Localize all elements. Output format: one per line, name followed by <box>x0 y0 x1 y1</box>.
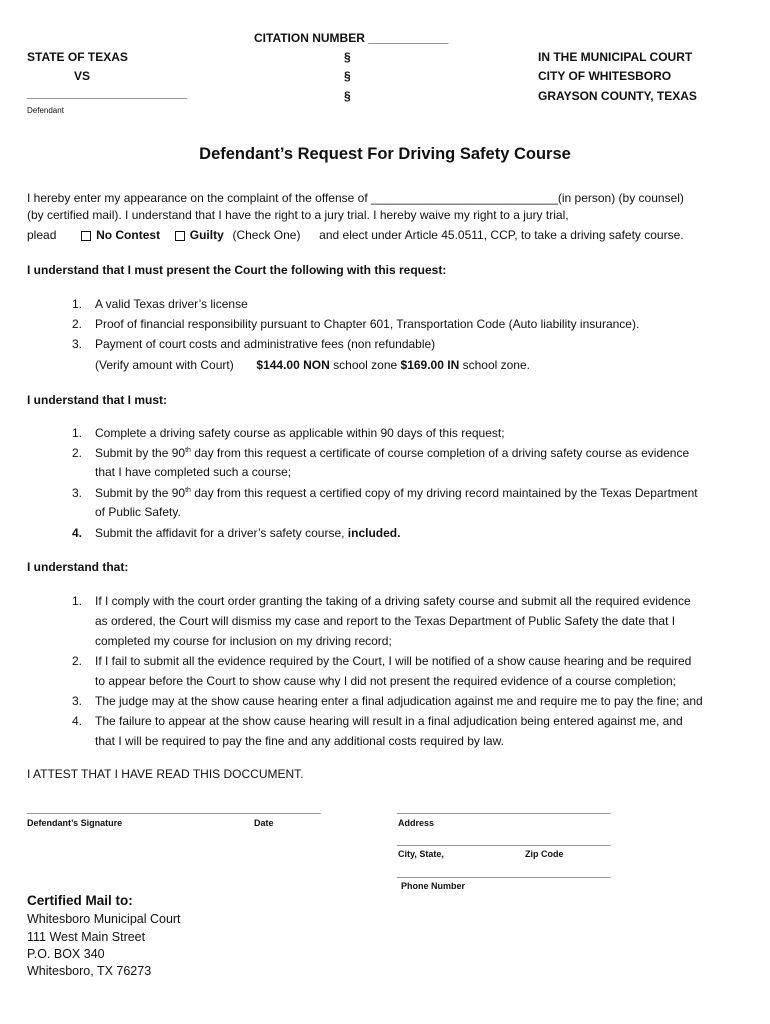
guilty-label: Guilty <box>189 228 224 242</box>
defendant-line: ________________________ <box>27 86 188 100</box>
included-text: included. <box>347 526 401 540</box>
list-item-text: Submit the affidavit for a driver’s safety course, <box>95 526 348 540</box>
list-item-continued: to appear before the Court to show cause why I did not present the required evidence of a course completion; <box>95 674 677 688</box>
list-item-text: Submit by the 90 <box>95 446 186 460</box>
check-one-label: (Check One) <box>232 228 301 242</box>
no-contest-checkbox[interactable] <box>81 231 91 241</box>
list-number: 3. <box>71 486 82 500</box>
address-line[interactable]: ________________________________ <box>397 801 611 815</box>
list-item <box>95 446 689 460</box>
list-item-continued: completed my course for inclusion on my driving record; <box>95 634 392 648</box>
court-county: GRAYSON COUNTY, TEXAS <box>538 89 697 103</box>
list-item: Proof of financial responsibility pursuant to Chapter 601, Transportation Code (Auto liability insurance). <box>95 317 640 331</box>
section-symbol-3: § <box>344 89 351 103</box>
fee-non-school-text: school zone <box>333 358 398 372</box>
list-number: 1. <box>71 594 82 608</box>
list-item-continued: that I will be required to pay the fine and any additional costs required by law. <box>95 734 504 748</box>
city-line[interactable]: ________________________________ <box>397 833 611 847</box>
list-item-continued: that I have completed such a course; <box>95 465 292 479</box>
signature-label: Defendant’s Signature <box>27 818 123 828</box>
list-item: The failure to appear at the show cause hearing will result in a final adjudication being entered against me, and <box>95 714 683 728</box>
plead-line <box>27 228 684 242</box>
attest-statement: I ATTEST THAT I HAVE READ THIS DOCCUMENT. <box>27 767 304 781</box>
zip-code-label: Zip Code <box>525 849 564 859</box>
list-item-continued: as ordered, the Court will dismiss my case and report to the Texas Department of Public Safety the date that I <box>95 614 676 628</box>
list-number: 2. <box>71 446 82 460</box>
mail-address-line-3: P.O. BOX 340 <box>27 947 105 961</box>
list-item-text: Submit by the 90 <box>95 486 186 500</box>
list-item: Complete a driving safety course as applicable within 90 days of this request; <box>95 426 505 440</box>
defendant-label: Defendant <box>27 106 64 115</box>
ordinal-suffix: th <box>185 487 191 494</box>
citation-number: CITATION NUMBER ____________ <box>254 31 449 45</box>
fee-school-amount: $169.00 IN <box>400 358 460 372</box>
phone-line[interactable]: ________________________________ <box>397 865 611 879</box>
fee-non-school-amount: $144.00 NON <box>256 358 330 372</box>
certified-mail-heading: Certified Mail to: <box>27 893 133 908</box>
city-state-label: City, State, <box>398 849 444 859</box>
intro-line-2: (by certified mail). I understand that I have the right to a jury trial. I hereby waive my right to a jury trial, <box>27 208 569 222</box>
fee-school-text: school zone. <box>462 358 530 372</box>
elect-text: and elect under Article 45.0511, CCP, to take a driving safety course. <box>319 228 684 242</box>
must-heading: I understand that I must: <box>27 393 168 407</box>
verify-note: (Verify amount with Court) <box>95 358 234 372</box>
mail-address-line-4: Whitesboro, TX 76273 <box>27 964 152 978</box>
list-number: 3. <box>71 337 82 351</box>
list-item: If I comply with the court order granting the taking of a driving safety course and submit all the required evidence <box>95 594 691 608</box>
date-label: Date <box>254 818 274 828</box>
versus: VS <box>74 69 91 83</box>
list-number: 2. <box>71 317 82 331</box>
list-number: 1. <box>71 297 82 311</box>
list-number: 2. <box>71 654 82 668</box>
fee-line <box>95 358 530 372</box>
ordinal-suffix: th <box>185 447 191 454</box>
that-heading: I understand that: <box>27 560 129 574</box>
present-heading: I understand that I must present the Court the following with this request: <box>27 263 447 277</box>
court-name: IN THE MUNICIPAL COURT <box>538 50 693 64</box>
mail-address-line-1: Whitesboro Municipal Court <box>27 912 181 926</box>
address-label: Address <box>398 818 435 828</box>
plead-label: plead <box>27 228 57 242</box>
list-number: 4. <box>71 714 82 728</box>
court-city: CITY OF WHITESBORO <box>538 69 672 83</box>
list-item: Payment of court costs and administrative fees (non refundable) <box>95 337 436 351</box>
list-item <box>95 486 698 500</box>
list-item-text: day from this request a certificate of course completion of a driving safety course as evidence <box>190 446 690 460</box>
list-item-continued: of Public Safety. <box>95 505 181 519</box>
no-contest-label: No Contest <box>96 228 161 242</box>
list-number: 3. <box>71 694 82 708</box>
section-symbol-2: § <box>344 69 351 83</box>
document-title: Defendant’s Request For Driving Safety Course <box>199 145 571 163</box>
list-item: The judge may at the show cause hearing enter a final adjudication against me and require me to pay the fine; and <box>95 694 703 708</box>
list-item <box>95 526 400 540</box>
section-symbol-1: § <box>344 50 351 64</box>
intro-line-1: I hereby enter my appearance on the complaint of the offense of ____________________________(in person) (by counsel) <box>27 191 684 205</box>
state-of-texas: STATE OF TEXAS <box>27 50 128 64</box>
signature-line[interactable]: ____________________________________________ <box>27 801 321 815</box>
list-item: If I fail to submit all the evidence required by the Court, I will be notified of a show cause hearing and be required <box>95 654 692 668</box>
list-number: 4. <box>71 526 82 540</box>
list-item-text: day from this request a certified copy of my driving record maintained by the Texas Department <box>190 486 698 500</box>
list-item: A valid Texas driver’s license <box>95 297 248 311</box>
list-number: 1. <box>71 426 82 440</box>
mail-address-line-2: 111 West Main Street <box>27 930 146 944</box>
guilty-checkbox[interactable] <box>175 231 185 241</box>
phone-number-label: Phone Number <box>401 881 466 891</box>
